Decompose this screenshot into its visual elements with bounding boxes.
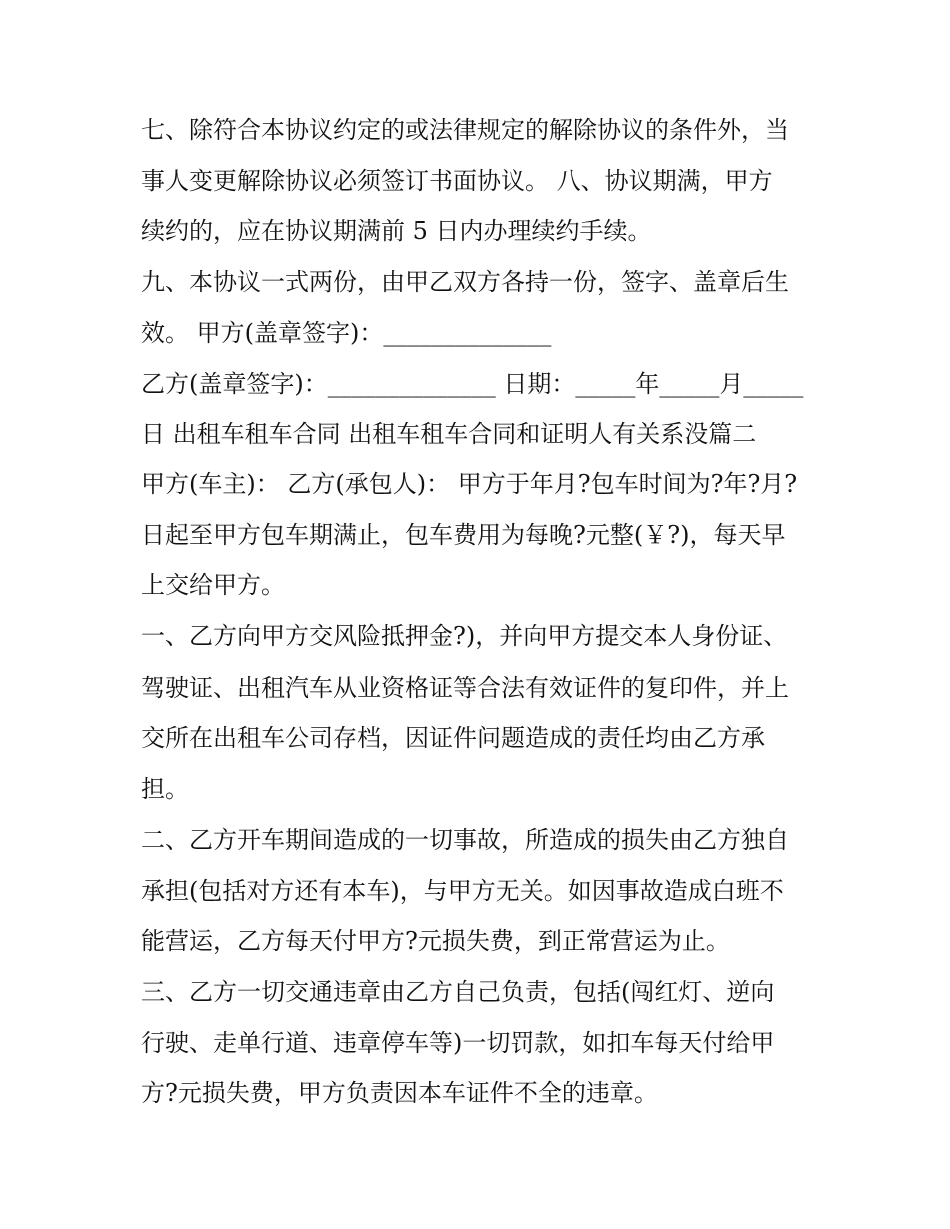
text-line: 一、乙方向甲方交风险抵押金?)，并向甲方提交本人身份证、 [141,622,788,650]
text-line: 方?元损失费，甲方负责因本车证件不全的违章。 [141,1079,658,1107]
text-line: 乙方(盖章签字)：______________ 日期：_____年_____月_____ [141,370,804,398]
text-line: 九、本协议一式两份，由甲乙双方各持一份，签字、盖章后生 [141,268,789,296]
text-line: 三、乙方一切交通违章由乙方自己负责，包括(闯红灯、逆向 [141,978,775,1006]
text-line: 事人变更解除协议必须签订书面协议。 八、协议期满，甲方 [141,167,773,195]
text-line: 行驶、走单行道、违章停车等)一切罚款，如扣车每天付给甲 [141,1029,775,1057]
text-line: 交所在出租车公司存档，因证件问题造成的责任均由乙方承 [141,724,765,752]
text-line: 日起至甲方包车期满止，包车费用为每晚?元整(￥?)，每天早 [141,521,786,549]
text-line: 七、除符合本协议约定的或法律规定的解除协议的条件外，当 [141,116,789,144]
text-line: 担。 [141,775,189,803]
text-line: 日 出租车租车合同 出租车租车合同和证明人有关系没篇二 [141,420,757,448]
text-line: 甲方(车主)： 乙方(承包人)： 甲方于年月?包车时间为?年?月? [141,470,798,498]
text-line: 能营运，乙方每天付甲方?元损失费，到正常营运为止。 [141,927,730,955]
text-line: 二、乙方开车期间造成的一切事故，所造成的损失由乙方独自 [141,826,789,854]
text-line: 承担(包括对方还有本车)，与甲方无关。如因事故造成白班不 [141,877,784,905]
text-line: 驾驶证、出租汽车从业资格证等合法有效证件的复印件，并上 [141,674,789,702]
text-line: 效。 甲方(盖章签字)：______________ [141,319,552,347]
text-line: 续约的，应在协议期满前 5 日内办理续约手续。 [141,217,652,245]
text-line: 上交给甲方。 [141,571,285,599]
